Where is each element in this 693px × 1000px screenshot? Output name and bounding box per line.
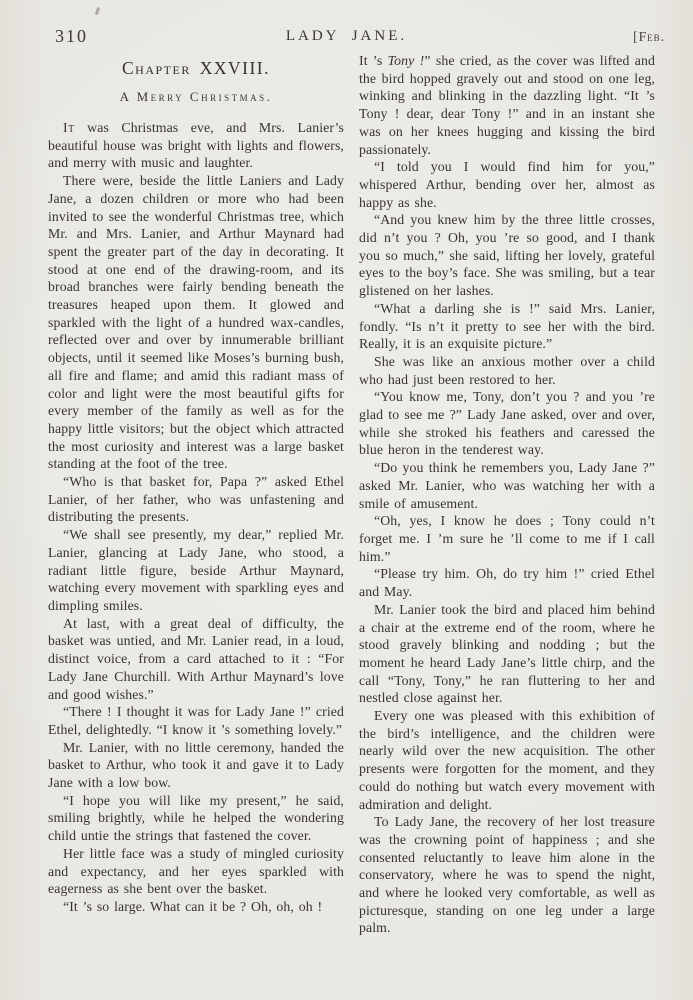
right-column [359, 52, 655, 994]
paragraph: “Oh, yes, I know he does ; Tony could n’t forget me. I ’m sure he ’ll come to me if I call him.” [359, 513, 655, 564]
paragraph: “You know me, Tony, don’t you ? and you ’re glad to see me ?” Lady Jane asked, over and over, while she stroked his feathers and caressed the blue heron in the tenderest way. [359, 389, 655, 458]
paragraph: There were, beside the little Laniers and Lady Jane, a dozen children or more who had been invited to see the wonderful Christmas tree, which Mr. and Mrs. Lanier, and Arthur Maynard had spent the greater part of the day in decorating. It stood at one end of the drawing-room, and its broad branches were fairly bending beneath the treasures heaped upon them. It glowed and sparkled with the light of a hundred wax-candles, reflected over and over by innumerable brilliant objects, until it seemed like Moses’s burning bush, all fire and flame; and amid this radiant mass of color and light were the most beautiful gifts for every member of the family as well as for the happy little visitors; but the object which attracted the most curiosity and interest was a large basket standing at the foot of the tree. [48, 173, 344, 472]
paragraph: “Who is that basket for, Papa ?” asked Ethel Lanier, of her father, who was unfastening and distributing the presents. [48, 474, 344, 525]
lead-word: It [63, 120, 75, 135]
paragraph: She was like an anxious mother over a child who had just been restored to her. [359, 353, 655, 387]
paragraph [359, 52, 655, 158]
paragraph: “There ! I thought it was for Lady Jane !” cried Ethel, delightedly. “I know it ’s something lovely.” [48, 704, 344, 737]
running-title: LADY JANE. [285, 28, 408, 44]
chapter-subheading: A Merry Christmas. [119, 89, 273, 104]
italic-text: Tony ! [387, 53, 425, 68]
page-header [0, 26, 693, 50]
paragraph: “It ’s so large. What can it be ? Oh, oh, oh ! [63, 898, 323, 914]
paragraph-text: was Christmas eve, and Mrs. Lanier’s beautiful house was bright with lights and flowers, and merry with music and laughter. [48, 120, 344, 171]
scan-speck [95, 7, 100, 16]
paragraph: At last, with a great deal of difficulty, the basket was untied, and Mr. Lanier read, in a loud, distinct voice, from a card attached to it : “For Lady Jane Churchill. With Arthur Maynard’s love and good wishes.” [48, 615, 344, 702]
paragraph [48, 119, 344, 172]
paragraph: “I told you I would find him for you,” whispered Arthur, bending over her, almost as happy as she. [359, 159, 655, 210]
left-column [48, 52, 344, 994]
paragraph-text: ” she cried, as the cover was lifted and the bird hopped gravely out and stood on one leg, winking and blinking in the dazzling light. “It ’s Tony ! dear, dear Tony !” and in an instant she was on her knees hugging and kissing the bird passionately. [359, 53, 655, 157]
paragraph: Mr. Lanier took the bird and placed him behind a chair at the extreme end of the room, where he stood gravely blinking and nodding ; but the moment he heard Lady Jane’s little chirp, and the call “Tony, Tony,” he ran fluttering to her and nestled close against her. [359, 601, 655, 706]
paragraph: Her little face was a study of mingled curiosity and expectancy, and her eyes sparkled with eagerness as she bent over the basket. [48, 845, 344, 897]
paragraph: Mr. Lanier, with no little ceremony, handed the basket to Arthur, who took it and gave it to Lady Jane with a low bow. [48, 739, 344, 791]
paragraph: Every one was pleased with this exhibition of the bird’s intelligence, and the children were nearly wild over the new acquisition. The other presents were forgotten for the moment, and they could do nothing but watch every movement with admiration and delight. [359, 708, 655, 812]
paragraph: “Please try him. Oh, do try him !” cried Ethel and May. [359, 566, 655, 600]
paragraph: “And you knew him by the three little crosses, did n’t you ? Oh, you ’re so good, and I thank you so much,” she said, lifting her lovely, grateful eyes to the boy’s face. She was smiling, but a tear glistened on her lashes. [359, 212, 655, 299]
text-columns [48, 52, 656, 994]
paragraph: “We shall see presently, my dear,” replied Mr. Lanier, glancing at Lady Jane, who stood, a radiant little figure, beside Arthur Maynard, watching every movement with sparkling eyes and dimpling smiles. [48, 527, 344, 613]
issue-label: [Feb. [633, 29, 665, 44]
paragraph-text: It ’s [359, 53, 388, 68]
paragraph: “What a darling she is !” said Mrs. Lanier, fondly. “Is n’t it pretty to see her with the bird. Really, it is an exquisite picture.” [359, 300, 655, 352]
page-number: 310 [55, 26, 88, 46]
chapter-heading: Chapter XXVIII. [122, 58, 270, 78]
paragraph: “I hope you will like my present,” he said, smiling brightly, while he helped the wondering child untie the strings that fastened the cover. [48, 792, 344, 844]
paragraph: “Do you think he remembers you, Lady Jane ?” asked Mr. Lanier, who was watching her with a smile of amusement. [359, 460, 655, 511]
paragraph: To Lady Jane, the recovery of her lost treasure was the crowning point of happiness ; and she consented reluctantly to leave him alone in the conservatory, where he was to spend the night, and where he looked very comfortable, as well as picturesque, standing on one leg under a large palm. [359, 814, 655, 936]
